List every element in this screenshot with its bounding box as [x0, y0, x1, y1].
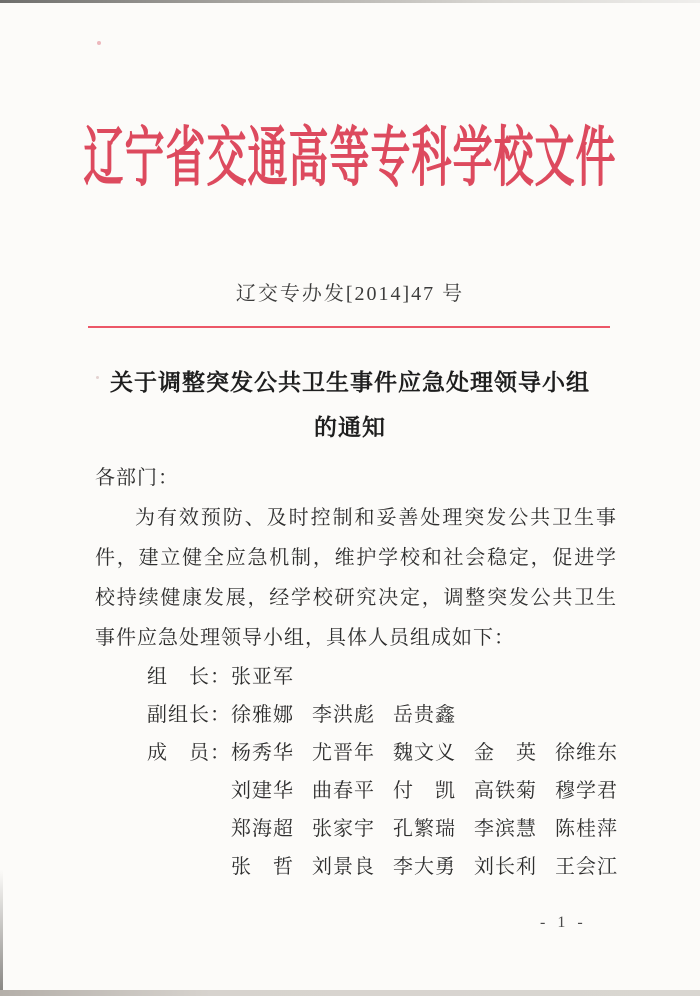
member-name: 郑海超 — [231, 818, 294, 840]
member-name: 李滨慧 — [474, 818, 537, 840]
roster-names — [231, 848, 618, 886]
document-title-line1: 关于调整突发公共卫生事件应急处理领导小组 — [110, 370, 590, 395]
roster-row-leader — [147, 658, 617, 696]
member-name: 魏文义 — [393, 742, 456, 764]
member-name: 刘景良 — [312, 856, 375, 878]
roster-names — [231, 810, 618, 848]
member-name: 徐维东 — [555, 742, 618, 764]
member-name: 杨秀华 — [231, 742, 294, 764]
member-name: 李大勇 — [393, 856, 456, 878]
roster-names — [231, 772, 618, 810]
document-title-line2: 的通知 — [314, 415, 386, 440]
member-name: 王会江 — [555, 856, 618, 878]
red-divider-rule — [88, 326, 610, 328]
leadership-roster — [147, 658, 617, 886]
member-name: 付 凯 — [393, 780, 456, 802]
roster-names — [231, 734, 618, 772]
scan-left-edge-artifact — [0, 870, 3, 990]
letterhead-title — [0, 121, 700, 195]
roster-names — [231, 696, 456, 734]
member-name: 曲春平 — [312, 780, 375, 802]
member-name: 金 英 — [474, 742, 537, 764]
document-title — [50, 360, 650, 450]
scan-top-edge-artifact — [0, 0, 700, 3]
roster-label — [147, 810, 231, 848]
roster-label — [147, 848, 231, 886]
member-name: 张 哲 — [231, 856, 294, 878]
document-body — [95, 458, 617, 886]
member-name: 张亚军 — [231, 666, 294, 688]
member-name: 高铁菊 — [474, 780, 537, 802]
roster-row-deputy-leaders — [147, 696, 617, 734]
roster-label: 副组长： — [147, 704, 231, 726]
roster-names — [231, 658, 294, 696]
member-name: 李洪彪 — [312, 704, 375, 726]
scan-bottom-edge-artifact — [0, 990, 700, 996]
member-name: 张家宇 — [312, 818, 375, 840]
member-name: 穆学君 — [555, 780, 618, 802]
member-name: 陈桂萍 — [555, 818, 618, 840]
member-name: 刘建华 — [231, 780, 294, 802]
roster-row-members-1 — [147, 734, 617, 772]
roster-row-members-2 — [147, 772, 617, 810]
body-paragraph: 为有效预防、及时控制和妥善处理突发公共卫生事件，建立健全应急机制，维护学校和社会稳定，促进学校持续健康发展，经学校研究决定，调整突发公共卫生事件应急处理领导小组，具体人员组成如下： — [95, 507, 617, 649]
salutation: 各部门： — [95, 467, 179, 489]
document-number: 辽交专办发[2014]47 号 — [235, 283, 465, 305]
roster-row-members-4 — [147, 848, 617, 886]
member-name: 孔繁瑞 — [393, 818, 456, 840]
member-name: 尤晋年 — [312, 742, 375, 764]
scan-speck-artifact — [97, 41, 101, 45]
roster-row-members-3 — [147, 810, 617, 848]
roster-label: 组 长： — [147, 666, 231, 688]
member-name: 徐雅娜 — [231, 704, 294, 726]
roster-label: 成 员： — [147, 742, 231, 764]
letterhead-title-text: 辽宁省交通高等专科学校文件 — [83, 121, 617, 195]
page-number: - 1 - — [540, 914, 587, 931]
roster-label — [147, 772, 231, 810]
member-name: 刘长利 — [474, 856, 537, 878]
member-name: 岳贵鑫 — [393, 704, 456, 726]
